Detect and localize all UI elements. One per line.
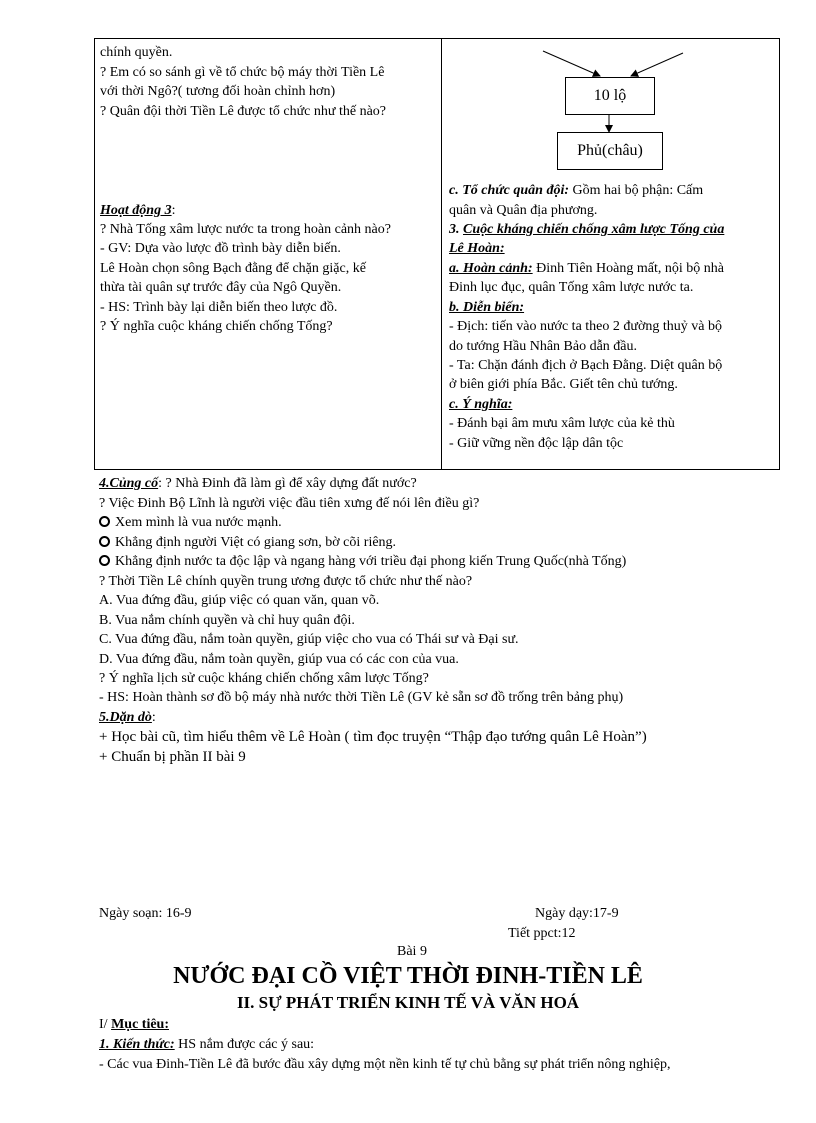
circle-bullet-icon: [99, 555, 110, 566]
right-line: ở biên giới phía Bắc. Giết tên chủ tướng.: [449, 377, 678, 392]
lesson-title: NƯỚC ĐẠI CỒ VIỆT THỜI ĐINH-TIỀN LÊ: [173, 963, 643, 989]
lesson-table: [94, 38, 780, 470]
activity-3-heading: Hoạt động 3:: [100, 203, 176, 218]
diagram-arrow: [631, 53, 683, 76]
left-line: - HS: Trình bày lại diễn biến theo lược đồ.: [100, 300, 338, 315]
lesson-subtitle: II. SỰ PHÁT TRIỂN KINH TẾ VÀ VĂN HOÁ: [236, 993, 580, 1012]
choice-a: A. Vua đứng đầu, giúp việc có quan văn, quan võ.: [99, 593, 380, 608]
homework-heading: 5.Dặn dò:: [99, 710, 156, 725]
answer-option: Khẳng định nước ta độc lập và ngang hàng với triều đại phong kiến Trung Quốc(nhà Tống): [99, 552, 626, 571]
right-line: - Ta: Chặn đánh địch ở Bạch Đằng. Diệt quân bộ: [449, 358, 723, 373]
choice-d: D. Vua đứng đầu, nắm toàn quyền, giúp vua có các con của vua.: [99, 652, 459, 667]
circle-bullet-icon: [99, 536, 110, 547]
army-organization: c. Tổ chức quân đội: Gồm hai bộ phận: Cấm: [449, 183, 704, 198]
period-number: Tiết ppct:12: [508, 926, 576, 941]
left-line: thừa tài quân sự trước đây của Ngô Quyền.: [100, 280, 342, 295]
diagram-box-10-lo: 10 lộ: [565, 77, 655, 115]
left-line: ? Ý nghĩa cuộc kháng chiến chống Tống?: [100, 319, 333, 334]
student-task: - HS: Hoàn thành sơ đồ bộ máy nhà nước thời Tiền Lê (GV kẻ sẵn sơ đồ trống trên bảng phụ): [99, 690, 624, 705]
left-line: ? Nhà Tống xâm lược nước ta trong hoàn cảnh nào?: [100, 222, 391, 237]
teach-date: Ngày dạy:17-9: [535, 906, 619, 921]
events-heading: b. Diễn biến:: [449, 300, 525, 315]
right-line: Đinh lục đục, quân Tống xâm lược nước ta.: [449, 280, 694, 295]
objectives-heading: I/ Mục tiêu:: [99, 1017, 169, 1032]
choice-b: B. Vua nắm chính quyền và chỉ huy quân đội.: [99, 613, 355, 628]
diagram-arrow: [543, 51, 600, 76]
knowledge-item: - Các vua Đinh-Tiền Lê đã bước đầu xây dựng một nền kinh tế tự chủ bằng sự phát triển nông nghiệp,: [99, 1057, 671, 1072]
homework-item: + Học bài cũ, tìm hiểu thêm về Lê Hoàn ( tìm đọc truyện “Thập đạo tướng quân Lê Hoàn”): [99, 729, 647, 745]
circle-bullet-icon: [99, 516, 110, 527]
left-line: chính quyền.: [100, 45, 173, 60]
consolidation-heading: 4.Củng cố: ? Nhà Đinh đã làm gì để xây dựng đất nước?: [99, 476, 417, 491]
right-line: do tướng Hầu Nhân Bảo dẫn đầu.: [449, 339, 638, 354]
question: ? Ý nghĩa lịch sử cuộc kháng chiến chống xâm lược Tống?: [99, 671, 429, 686]
left-line: ? Quân đội thời Tiền Lê được tổ chức như thế nào?: [100, 104, 387, 119]
choice-c: C. Vua đứng đầu, nắm toàn quyền, giúp việc cho vua có Thái sư và Đại sư.: [99, 632, 519, 647]
answer-option: Xem mình là vua nước mạnh.: [99, 513, 282, 532]
homework-item: + Chuẩn bị phần II bài 9: [99, 749, 246, 765]
significance-heading: c. Ý nghĩa:: [449, 397, 513, 412]
section-3-title: 3. Cuộc kháng chiến chống xâm lược Tống của: [449, 222, 725, 237]
lesson-number: Bài 9: [397, 944, 427, 959]
right-line: - Địch: tiến vào nước ta theo 2 đường thuỷ và bộ: [449, 319, 722, 334]
prep-date: Ngày soạn: 16-9: [99, 906, 192, 921]
left-line: ? Em có so sánh gì về tổ chức bộ máy thời Tiền Lê: [100, 65, 385, 80]
section-3-title-cont: Lê Hoàn:: [449, 241, 505, 256]
right-line: - Đánh bại âm mưu xâm lược của kẻ thù: [449, 416, 675, 431]
left-line: với thời Ngô?( tương đối hoàn chỉnh hơn): [100, 84, 336, 99]
right-line: quân và Quân địa phương.: [449, 203, 598, 218]
right-line: - Giữ vững nền độc lập dân tộc: [449, 436, 624, 451]
answer-option: Khẳng định người Việt có giang sơn, bờ cõi riêng.: [99, 533, 396, 552]
context-heading: a. Hoàn cảnh: Đinh Tiên Hoàng mất, nội bộ nhà: [449, 261, 724, 276]
question: ? Thời Tiền Lê chính quyền trung ương được tổ chức như thế nào?: [99, 574, 473, 589]
left-line: - GV: Dựa vào lược đồ trình bày diễn biến.: [100, 241, 341, 256]
left-line: Lê Hoàn chọn sông Bạch đằng để chặn giặc, kế: [100, 261, 366, 276]
knowledge-heading: 1. Kiến thức: HS nắm được các ý sau:: [99, 1037, 315, 1052]
column-divider: [441, 39, 442, 469]
diagram-box-phu-chau: Phủ(châu): [557, 132, 663, 170]
question: ? Việc Đinh Bộ Lĩnh là người việc đầu tiên xưng đế nói lên điều gì?: [99, 496, 480, 511]
